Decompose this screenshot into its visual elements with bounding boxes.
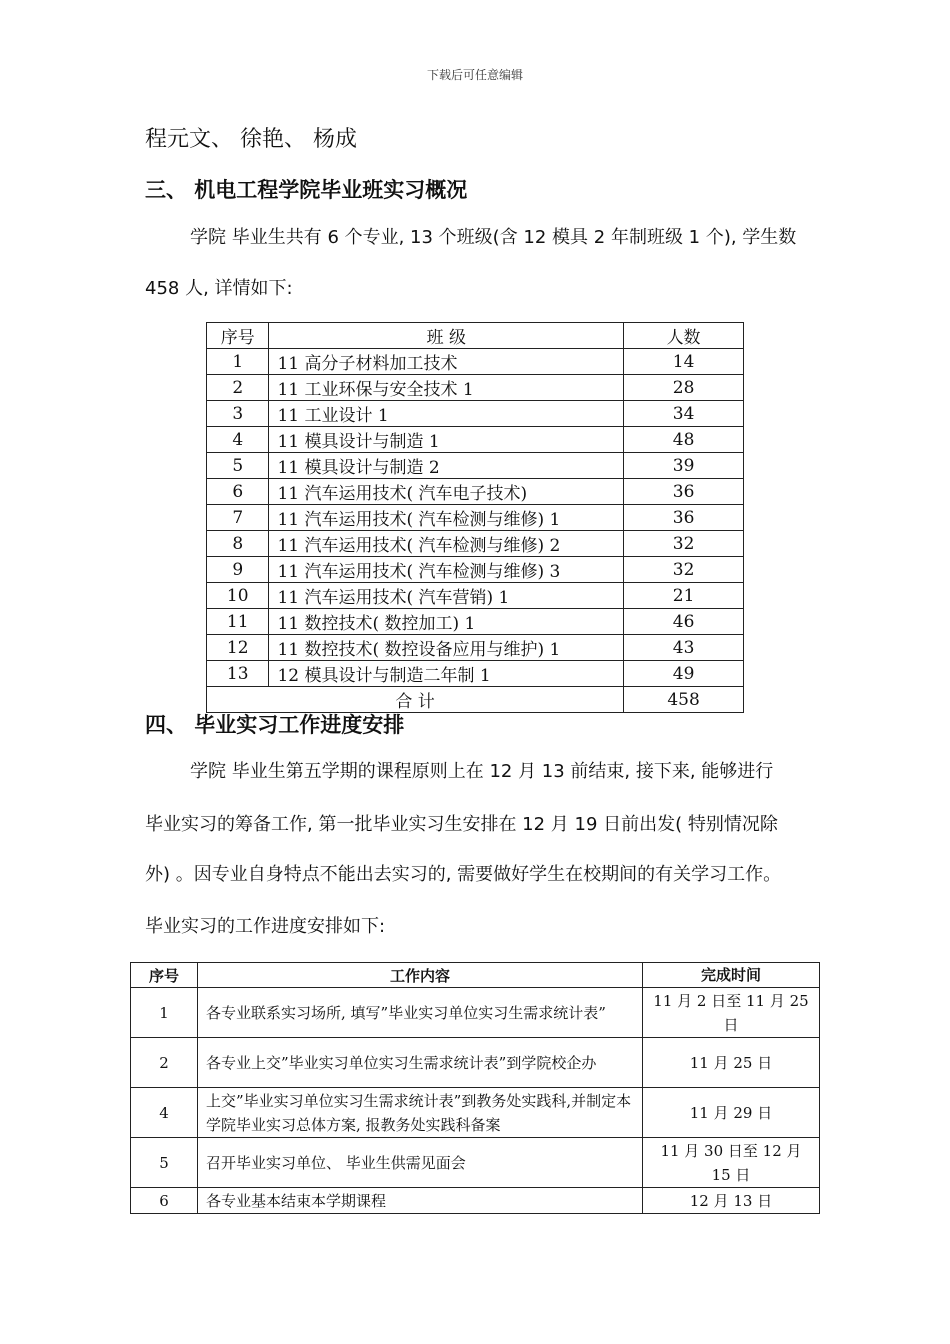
table-row (131, 1088, 820, 1138)
table-row (207, 453, 744, 479)
task-number: 2 (131, 1038, 198, 1088)
student-count: 32 (624, 557, 744, 583)
student-count: 32 (624, 531, 744, 557)
class-name: 11 数控技术( 数控加工) 1 (269, 609, 624, 635)
row-number: 4 (207, 427, 269, 453)
class-name: 11 高分子材料加工技术 (269, 349, 624, 375)
task-content: 上交”毕业实习单位实习生需求统计表”到教务处实践科,并制定本学院毕业实习总体方案, 报教务处实践科备案 (198, 1088, 643, 1138)
class-name: 11 数控技术( 数控设备应用与维护) 1 (269, 635, 624, 661)
col-header-content: 工作内容 (198, 963, 643, 988)
col-header-no: 序号 (131, 963, 198, 988)
row-number: 8 (207, 531, 269, 557)
row-number: 11 (207, 609, 269, 635)
section-3-paragraph-line2: 458 人, 详情如下: (145, 278, 293, 299)
table-row (207, 635, 744, 661)
row-number: 6 (207, 479, 269, 505)
row-number: 13 (207, 661, 269, 687)
total-value: 458 (624, 687, 744, 713)
class-name: 11 汽车运用技术( 汽车检测与维修) 3 (269, 557, 624, 583)
class-name: 11 模具设计与制造 1 (269, 427, 624, 453)
class-name: 11 汽车运用技术( 汽车检测与维修) 1 (269, 505, 624, 531)
student-count: 28 (624, 375, 744, 401)
table-row (131, 1038, 820, 1088)
student-count: 34 (624, 401, 744, 427)
task-content: 各专业联系实习场所, 填写”毕业实习单位实习生需求统计表” (198, 988, 643, 1038)
col-header-class: 班 级 (269, 323, 624, 349)
student-count: 46 (624, 609, 744, 635)
task-deadline: 12 月 13 日 (643, 1188, 820, 1214)
table-row (207, 375, 744, 401)
student-count: 43 (624, 635, 744, 661)
section-3-paragraph-line1: 学院 毕业生共有 6 个专业, 13 个班级(含 12 模具 2 年制班级 1 个), 学生数 (190, 227, 797, 248)
class-name: 11 工业环保与安全技术 1 (269, 375, 624, 401)
row-number: 1 (207, 349, 269, 375)
student-count: 14 (624, 349, 744, 375)
table-row (131, 1138, 820, 1188)
section-4-paragraph-line4: 毕业实习的工作进度安排如下: (145, 916, 386, 937)
section-4-paragraph-line3: 外) 。因专业自身特点不能出去实习的, 需要做好学生在校期间的有关学习工作。 (145, 864, 782, 885)
class-table-header-row (207, 323, 744, 349)
row-number: 3 (207, 401, 269, 427)
student-count: 21 (624, 583, 744, 609)
row-number: 12 (207, 635, 269, 661)
total-label: 合 计 (207, 687, 624, 713)
schedule-table-header-row (131, 963, 820, 988)
section-3-heading: 三、 机电工程学院毕业班实习概况 (145, 178, 468, 202)
task-content: 各专业上交”毕业实习单位实习生需求统计表”到学院校企办 (198, 1038, 643, 1088)
class-name: 11 汽车运用技术( 汽车电子技术) (269, 479, 624, 505)
student-count: 39 (624, 453, 744, 479)
table-row (207, 583, 744, 609)
section-4-paragraph-line1: 学院 毕业生第五学期的课程原则上在 12 月 13 前结束, 接下来, 能够进行 (190, 761, 774, 782)
col-header-time: 完成时间 (643, 963, 820, 988)
row-number: 9 (207, 557, 269, 583)
task-deadline: 11 月 2 日至 11 月 25 日 (643, 988, 820, 1038)
class-name: 11 模具设计与制造 2 (269, 453, 624, 479)
section-4-heading: 四、 毕业实习工作进度安排 (145, 713, 405, 737)
task-content: 召开毕业实习单位、 毕业生供需见面会 (198, 1138, 643, 1188)
task-content: 各专业基本结束本学期课程 (198, 1188, 643, 1214)
table-row (207, 479, 744, 505)
schedule-table (130, 962, 820, 1214)
table-row (131, 1188, 820, 1214)
class-name: 11 工业设计 1 (269, 401, 624, 427)
col-header-count: 人数 (624, 323, 744, 349)
row-number: 5 (207, 453, 269, 479)
student-count: 36 (624, 505, 744, 531)
task-number: 1 (131, 988, 198, 1038)
task-number: 6 (131, 1188, 198, 1214)
table-row (131, 988, 820, 1038)
table-row (207, 349, 744, 375)
class-name: 11 汽车运用技术( 汽车营销) 1 (269, 583, 624, 609)
table-row (207, 505, 744, 531)
names-line: 程元文、 徐艳、 杨成 (145, 127, 357, 152)
task-number: 5 (131, 1138, 198, 1188)
class-name: 12 模具设计与制造二年制 1 (269, 661, 624, 687)
student-count: 36 (624, 479, 744, 505)
table-row (207, 557, 744, 583)
table-row (207, 401, 744, 427)
table-row (207, 427, 744, 453)
task-deadline: 11 月 30 日至 12 月 15 日 (643, 1138, 820, 1188)
page-header-note: 下载后可任意编辑 (426, 68, 523, 82)
table-row (207, 531, 744, 557)
section-4-paragraph-line2: 毕业实习的筹备工作, 第一批毕业实习生安排在 12 月 19 日前出发( 特别情况除 (145, 814, 778, 835)
task-deadline: 11 月 29 日 (643, 1088, 820, 1138)
col-header-no: 序号 (207, 323, 269, 349)
class-name: 11 汽车运用技术( 汽车检测与维修) 2 (269, 531, 624, 557)
table-row (207, 661, 744, 687)
row-number: 2 (207, 375, 269, 401)
row-number: 7 (207, 505, 269, 531)
table-row (207, 609, 744, 635)
class-table (206, 322, 744, 713)
task-deadline: 11 月 25 日 (643, 1038, 820, 1088)
student-count: 49 (624, 661, 744, 687)
row-number: 10 (207, 583, 269, 609)
task-number: 4 (131, 1088, 198, 1138)
student-count: 48 (624, 427, 744, 453)
